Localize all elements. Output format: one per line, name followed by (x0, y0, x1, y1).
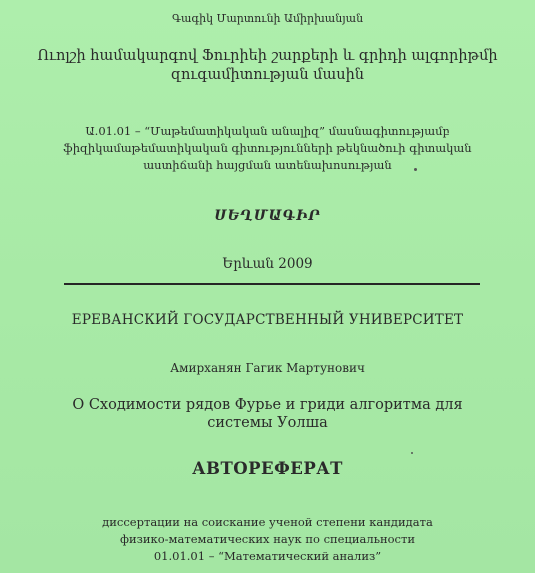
title-russian-line-1: О Сходимости рядов Фурье и гриди алгоритма для (72, 397, 463, 413)
document-type-armenian: ՍԵՂՄԱԳԻՐ (214, 208, 321, 224)
paper-speck (411, 452, 413, 454)
section-divider (64, 283, 480, 285)
document-type-russian: АВТОРЕФЕРАТ (192, 459, 343, 478)
title-armenian-line-2: զուգամիտության մասին (170, 67, 365, 83)
author-russian: Амирханян Гагик Мартунович (170, 361, 365, 375)
title-armenian-line-1: Ուոլշի համակարգով Ֆուրիեի շարքերի և գրիդի ալգորիթմի (37, 48, 498, 64)
title-russian-line-2: системы Уолша (207, 415, 328, 431)
city-year-armenian: Երևան 2009 (222, 256, 313, 272)
paper-speck (414, 168, 417, 171)
specialty-armenian-line-2: ֆիզիկամաթեմատիկական գիտությունների թեկնածուի գիտական (63, 141, 472, 155)
dissertation-russian-line-2: физико-математических наук по специальности (119, 532, 416, 546)
university-russian: ЕРЕВАНСКИЙ ГОСУДАРСТВЕННЫЙ УНИВЕРСИТЕТ (71, 312, 464, 328)
author-armenian: Գագիկ Մարտունի Ամիրխանյան (171, 12, 364, 25)
dissertation-russian-line-1: диссертации на соискание ученой степени кандидата (102, 515, 433, 529)
specialty-armenian-line-1: Ա.01.01 – “Մաթեմատիկական անալիզ” մասնագիտությամբ (85, 124, 450, 138)
dissertation-russian-line-3: 01.01.01 – “Математический анализ” (153, 549, 382, 563)
specialty-armenian-line-3: աստիճանի հայցման ատենախոսության (143, 158, 392, 172)
